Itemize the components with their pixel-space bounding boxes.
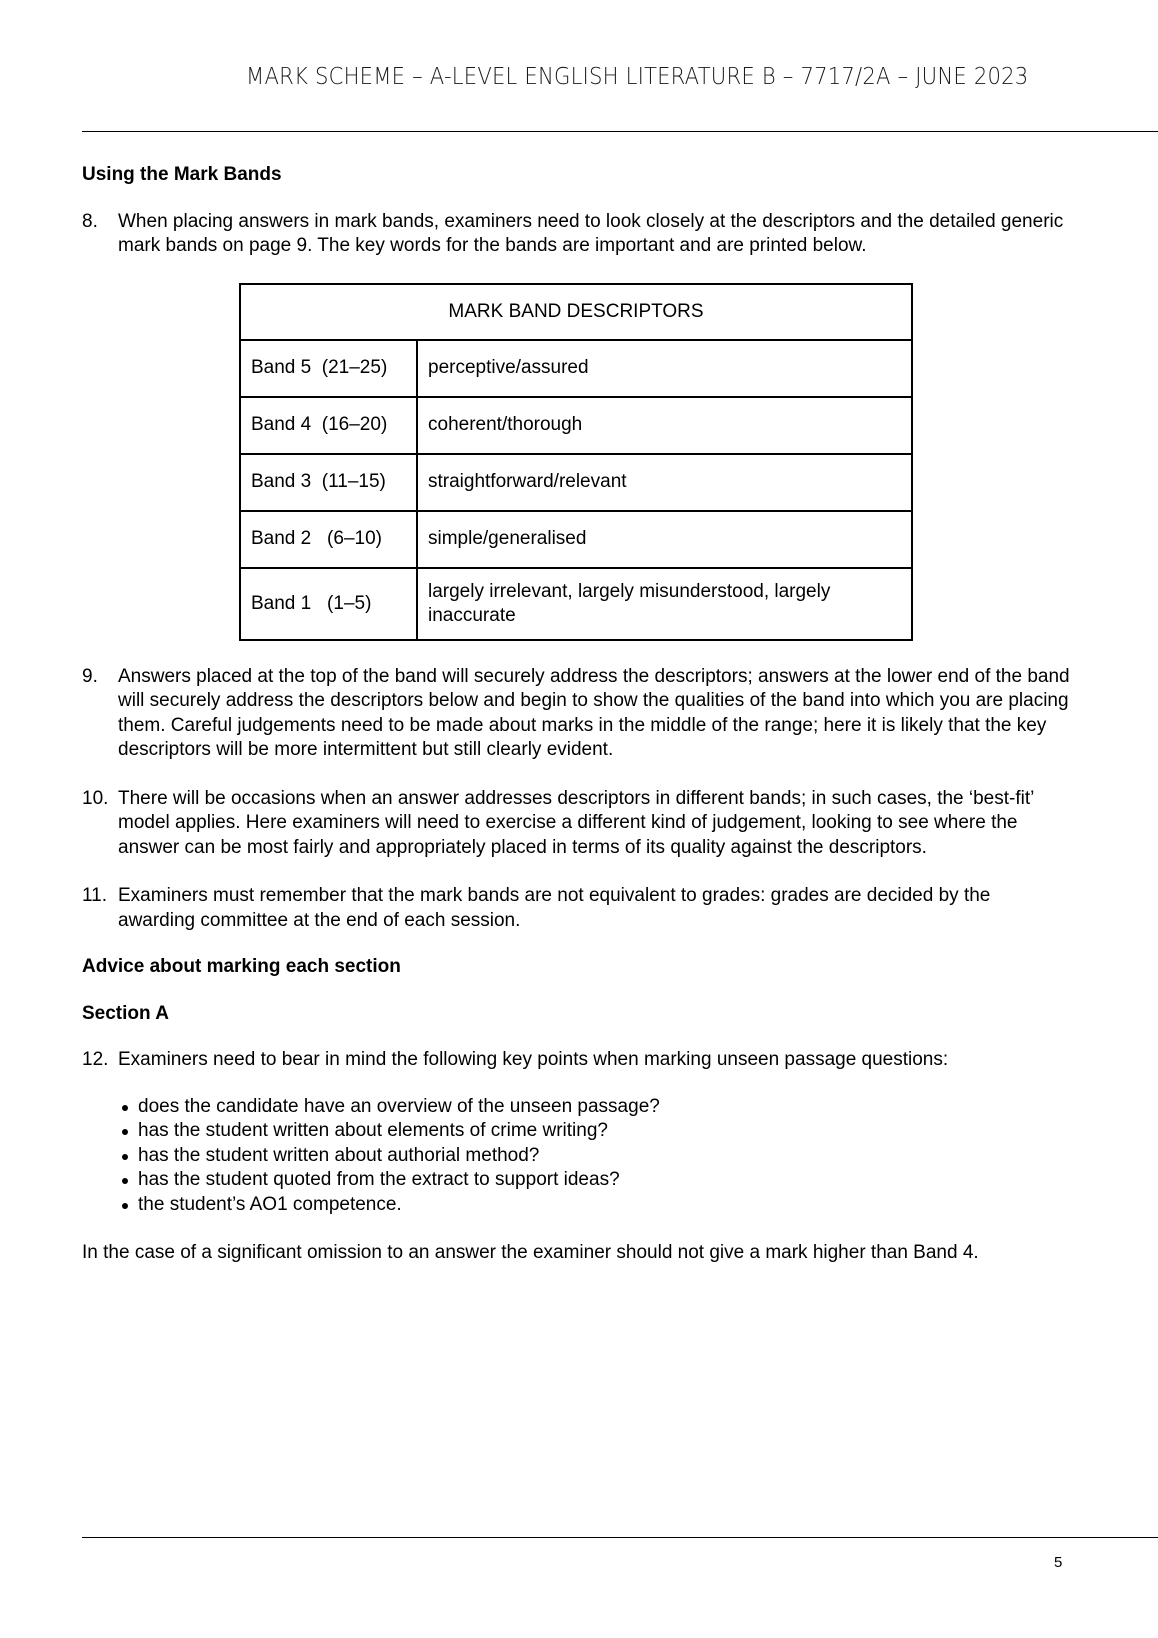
bullet-icon [122, 1178, 128, 1184]
key-points-list [82, 1095, 1072, 1218]
band-descriptor: coherent/thorough [417, 397, 912, 454]
band-descriptor: perceptive/assured [417, 340, 912, 397]
band-label: Band 3 (11–15) [240, 454, 417, 511]
band-label: Band 2 (6–10) [240, 511, 417, 568]
section-heading-advice: Advice about marking each section [82, 956, 401, 977]
list-item [120, 1144, 1072, 1169]
table-row [240, 340, 912, 397]
list-item [120, 1095, 1072, 1120]
bullet-icon [122, 1154, 128, 1160]
page-number: 5 [1054, 1554, 1063, 1571]
paragraph-number: 12. [82, 1049, 109, 1070]
paragraph-12 [82, 1048, 1072, 1073]
band-descriptor: largely irrelevant, largely misunderstood, largely inaccurate [417, 568, 912, 640]
subheading-section-a: Section A [82, 1002, 169, 1024]
header-divider [82, 131, 1158, 132]
band-label: Band 1 (1–5) [240, 568, 417, 640]
list-item [120, 1119, 1072, 1144]
list-item-text: does the candidate have an overview of the unseen passage? [138, 1095, 660, 1117]
bullet-icon [122, 1105, 128, 1111]
paragraph-text: There will be occasions when an answer addresses descriptors in different bands; in such cases, the ‘best-fit’ model applies. Here examiners will need to exercise a different kind of judgement, looking to see where the answer can be most fairly and appropriately placed in terms of its quality against the descriptors. [118, 787, 1034, 858]
table-header: MARK BAND DESCRIPTORS [240, 284, 912, 340]
mark-band-descriptors-table [239, 283, 913, 641]
band-descriptor: straightforward/relevant [417, 454, 912, 511]
list-item-text: has the student written about elements of crime writing? [138, 1120, 608, 1141]
paragraph-text: Examiners must remember that the mark bands are not equivalent to grades: grades are decided by the awarding committee at the end of each session. [118, 885, 991, 931]
list-item-text: the student’s AO1 competence. [138, 1193, 402, 1215]
bullet-icon [122, 1203, 128, 1209]
table-row [240, 568, 912, 640]
document-header-title: MARK SCHEME – A-LEVEL ENGLISH LITERATURE B – 7717/2A – JUNE 2023 [245, 64, 1028, 90]
table-row [240, 397, 912, 454]
list-item-text: has the student quoted from the extract to support ideas? [138, 1169, 620, 1190]
paragraph-number: 8. [82, 210, 98, 232]
paragraph-text: Answers placed at the top of the band will securely address the descriptors; answers at the lower end of the band will securely address the descriptors below and begin to show the qualities of the band into which you are placing them. Careful judgements need to be made about marks in the middle of the range; here it is likely that the key descriptors will be more intermittent but still clearly evident. [118, 665, 1070, 760]
table-header-row [240, 284, 912, 340]
page-content [82, 163, 1072, 1266]
section-heading-mark-bands: Using the Mark Bands [82, 164, 282, 185]
table-row [240, 454, 912, 511]
band-descriptor: simple/generalised [417, 511, 912, 568]
table-row [240, 511, 912, 568]
list-item [120, 1193, 1072, 1218]
bullet-icon [122, 1129, 128, 1135]
closing-note: In the case of a significant omission to an answer the examiner should not give a mark higher than Band 4. [82, 1242, 979, 1263]
paragraph-text: When placing answers in mark bands, examiners need to look closely at the descriptors and the detailed generic mark bands on page 9. The key words for the bands are important and are printed below. [118, 210, 1064, 256]
band-label: Band 4 (16–20) [240, 397, 417, 454]
list-item [120, 1168, 1072, 1193]
band-label: Band 5 (21–25) [240, 340, 417, 397]
paragraph-number: 11. [82, 885, 108, 906]
paragraph-8 [82, 210, 1072, 259]
paragraph-10 [82, 787, 1072, 861]
paragraph-11 [82, 884, 1072, 933]
paragraph-text: Examiners need to bear in mind the following key points when marking unseen passage questions: [118, 1049, 949, 1070]
paragraph-9 [82, 665, 1072, 763]
paragraph-number: 10. [82, 787, 109, 809]
paragraph-number: 9. [82, 665, 98, 687]
footer-divider [82, 1537, 1158, 1538]
list-item-text: has the student written about authorial method? [138, 1144, 540, 1166]
